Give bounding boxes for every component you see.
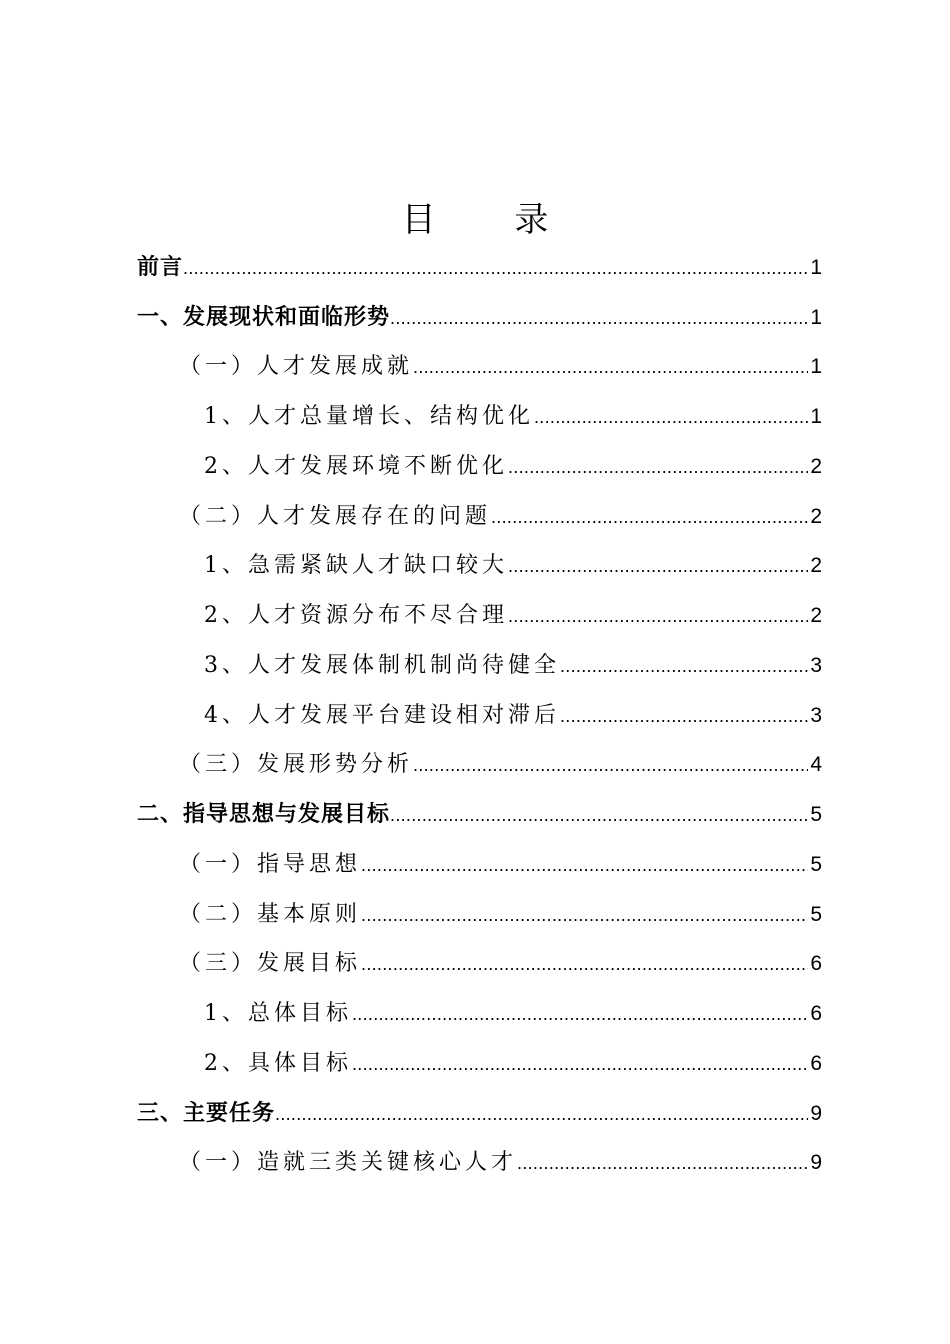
toc-entry-text: （一）指导思想 [179,851,362,877]
toc-dot-leader [352,1049,808,1079]
toc-entry-text: 2、具体目标 [204,1050,352,1076]
toc-page-number: 3 [810,703,822,727]
toc-dot-leader [560,701,808,731]
toc-entry[interactable] [0,591,950,641]
toc-entry-text: （一）人才发展成就 [179,354,414,380]
toc-page-number: 2 [810,504,822,528]
toc-entry[interactable] [0,790,950,840]
toc-dot-leader [390,800,808,830]
toc-page-number: 2 [810,604,822,628]
toc-entry[interactable] [0,1139,950,1189]
toc-dot-leader [361,900,808,930]
toc-entry-text: 三、主要任务 [137,1100,276,1126]
toc-entry-text: （二）人才发展存在的问题 [179,503,492,529]
toc-entry-text: （三）发展目标 [179,951,362,977]
toc-dot-leader [534,402,808,432]
toc-page-number: 1 [810,405,822,429]
toc-dot-leader [508,601,808,631]
toc-list [0,243,950,1188]
toc-entry[interactable] [0,542,950,592]
toc-page-number: 6 [810,1002,822,1026]
toc-entry[interactable] [0,293,950,343]
toc-page-number: 5 [810,902,822,926]
toc-dot-leader [413,750,808,780]
toc-dot-leader [560,651,808,681]
toc-page-number: 5 [810,852,822,876]
toc-entry-text: 4、人才发展平台建设相对滞后 [204,702,560,728]
toc-entry-text: （三）发展形势分析 [179,752,414,778]
toc-page-number: 1 [810,355,822,379]
toc-entry[interactable] [0,890,950,940]
toc-dot-leader [390,303,808,333]
toc-page-number: 1 [810,255,822,279]
toc-entry-text: 2、人才资源分布不尽合理 [204,603,508,629]
toc-entry[interactable] [0,940,950,990]
toc-dot-leader [361,949,808,979]
toc-page-number: 1 [810,305,822,329]
toc-dot-leader [352,999,808,1029]
toc-entry[interactable] [0,989,950,1039]
toc-page-number: 6 [810,952,822,976]
toc-dot-leader [361,850,808,880]
toc-page-number: 5 [810,803,822,827]
toc-dot-leader [517,1148,808,1178]
toc-entry[interactable] [0,840,950,890]
toc-entry-text: 二、指导思想与发展目标 [137,802,391,828]
toc-page-number: 6 [810,1051,822,1075]
toc-entry[interactable] [0,243,950,293]
toc-entry-text: （一）造就三类关键核心人才 [179,1150,518,1176]
toc-dot-leader [183,253,808,283]
toc-page-number: 3 [810,653,822,677]
toc-dot-leader [508,551,808,581]
toc-entry[interactable] [0,1089,950,1139]
toc-entry[interactable] [0,641,950,691]
toc-page-number: 4 [810,753,822,777]
toc-entry[interactable] [0,741,950,791]
toc-entry[interactable] [0,392,950,442]
toc-entry[interactable] [0,492,950,542]
toc-page-number: 9 [810,1101,822,1125]
toc-dot-leader [413,352,808,382]
toc-entry-text: 前言 [137,254,184,280]
toc-page-number: 2 [810,554,822,578]
toc-page-number: 9 [810,1151,822,1175]
toc-entry[interactable] [0,343,950,393]
toc-page-number: 2 [810,454,822,478]
toc-dot-leader [275,1099,808,1129]
toc-entry[interactable] [0,1039,950,1089]
toc-entry-text: （二）基本原则 [179,901,362,927]
toc-entry-text: 2、人才发展环境不断优化 [204,453,508,479]
toc-entry[interactable] [0,691,950,741]
toc-entry-text: 1、急需紧缺人才缺口较大 [204,553,508,579]
toc-entry-text: 1、人才总量增长、结构优化 [204,404,534,430]
toc-dot-leader [508,452,808,482]
toc-dot-leader [491,502,808,532]
toc-entry-text: 一、发展现状和面临形势 [137,304,391,330]
toc-entry-text: 3、人才发展体制机制尚待健全 [204,652,560,678]
toc-title: 目 录 [401,200,583,240]
toc-entry-text: 1、总体目标 [204,1001,352,1027]
toc-entry[interactable] [0,442,950,492]
